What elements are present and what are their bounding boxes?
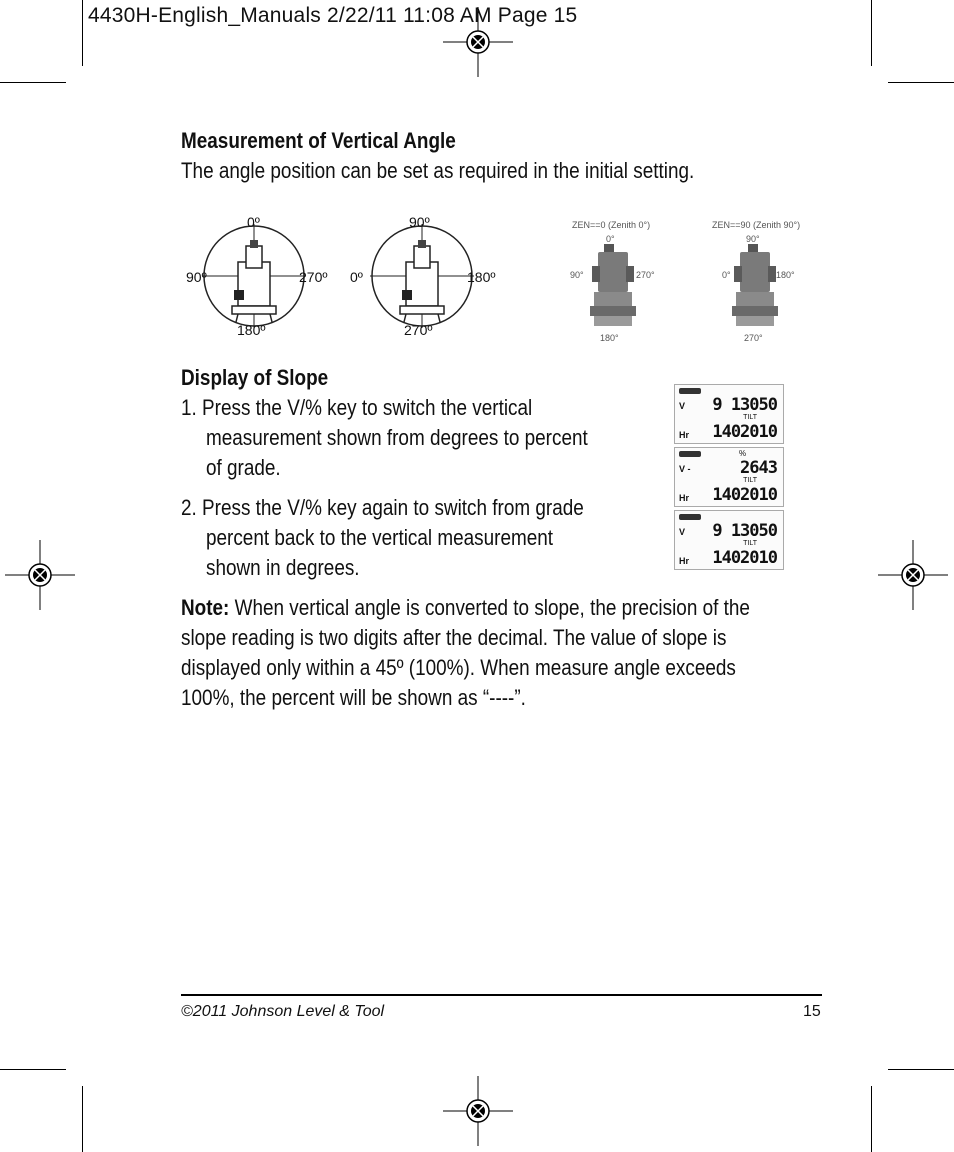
step-line: of grade. [206,455,281,480]
note-line: When vertical angle is converted to slope, the precision of the [229,595,750,620]
photo-label-top: 0° [606,234,615,244]
photo-label-left: 90° [570,270,584,280]
footer-rule [181,994,822,996]
step-line: 1. Press the V/% key to switch the vertical [181,395,533,420]
note-line: displayed only within a 45º (100%). When measure angle exceeds [181,655,736,680]
section-intro: The angle position can be set as required in the initial setting. [181,158,695,183]
lcd-v-label: V [679,401,686,411]
lcd-v-value: 2643 [740,458,777,478]
lcd-display [674,510,784,570]
registration-mark-icon [443,1076,513,1146]
step-line: percent back to the vertical measurement [206,525,554,550]
crop-mark [0,82,66,83]
registration-mark-icon [5,540,75,610]
note-label: Note: [181,595,230,620]
total-station-icon [728,244,782,332]
lcd-h-label: Hr [679,493,690,503]
photo-caption: ZEN==90 (Zenith 90°) [712,220,801,230]
crop-mark [888,82,954,83]
step-1 [181,393,650,483]
photo-label-top: 90° [746,234,760,244]
angle-dial-diagram [180,210,340,340]
total-station-icon [586,244,640,332]
step-line: 2. Press the V/% key again to switch from grade [181,495,584,520]
photo-label-bottom: 270° [744,333,763,343]
dial-label-bottom: 270º [404,322,433,338]
photo-label-right: 270° [636,270,655,280]
footer-copyright: ©2011 Johnson Level & Tool [181,1003,385,1020]
dial-label-top: 90º [409,214,430,230]
step-line: shown in degrees. [206,555,360,580]
section-display-of-slope [181,363,352,393]
dial-label-left: 90º [186,269,207,285]
note-line: slope reading is two digits after the decimal. The value of slope is [181,625,727,650]
section-heading: Display of Slope [181,365,329,390]
note-block [181,593,843,713]
photo-label-bottom: 180° [600,333,619,343]
lcd-tilt: TILT [743,540,757,547]
dial-label-right: 180º [467,269,496,285]
photo-label-right: 180° [776,270,795,280]
page-number: 15 [803,1003,821,1020]
lcd-v-label: V - [679,464,691,474]
crop-mark [82,1086,83,1152]
instrument-photo [562,216,662,346]
dial-label-right: 270º [299,269,328,285]
section-vertical-angle [181,126,778,186]
print-slug: 4430H-English_Manuals 2/22/11 11:08 AM Page 15 [88,4,578,27]
photo-label-left: 0° [722,270,731,280]
lcd-indicator [679,388,701,394]
step-line: measurement shown from degrees to percent [206,425,588,450]
lcd-tilt: TILT [743,477,757,484]
lcd-tilt: TILT [743,414,757,421]
crop-mark [871,0,872,66]
photo-caption: ZEN==0 (Zenith 0°) [572,220,651,230]
lcd-h-value: 1402010 [712,548,777,568]
lcd-h-label: Hr [679,556,690,566]
registration-mark-icon [878,540,948,610]
lcd-v-label: V [679,527,686,537]
registration-mark-icon [443,7,513,77]
crop-mark [871,1086,872,1152]
angle-dial-diagram [346,210,506,340]
instrument-photo [704,216,804,346]
dial-label-bottom: 180º [237,322,266,338]
dial-label-top: 0º [247,214,260,230]
lcd-indicator [679,514,701,520]
section-heading: Measurement of Vertical Angle [181,128,456,153]
lcd-h-label: Hr [679,430,690,440]
lcd-percent: % [739,449,747,458]
lcd-v-value: 9 13050 [712,395,777,415]
crop-mark [82,0,83,66]
lcd-h-value: 1402010 [712,485,777,505]
lcd-indicator [679,451,701,457]
step-2 [181,493,649,583]
lcd-display [674,384,784,444]
crop-mark [0,1069,66,1070]
lcd-display [674,447,784,507]
lcd-v-value: 9 13050 [712,521,777,541]
crop-mark [888,1069,954,1070]
note-line: 100%, the percent will be shown as “----”. [181,685,526,710]
dial-label-left: 0º [350,269,363,285]
lcd-h-value: 1402010 [712,422,777,442]
